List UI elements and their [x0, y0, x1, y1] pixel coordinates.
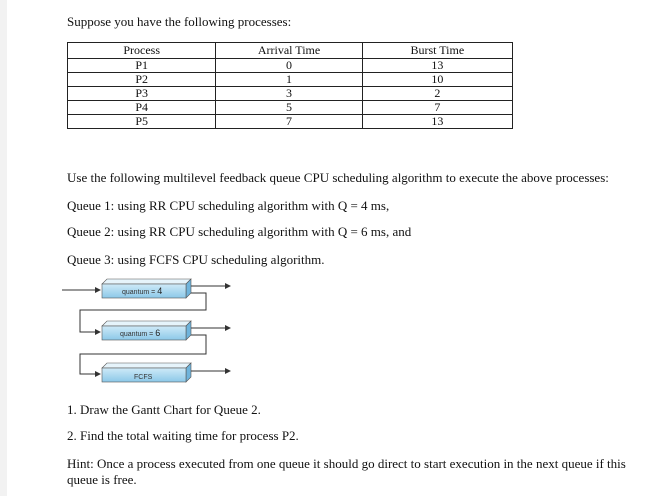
intro-text: Suppose you have the following processes:	[67, 14, 292, 29]
queue-2-description: Queue 2: using RR CPU scheduling algorithm with Q = 6 ms, and	[67, 224, 412, 239]
instruction-paragraph: Use the following multilevel feedback queue CPU scheduling algorithm to execute the above processes:	[67, 170, 609, 185]
question-1: 1. Draw the Gantt Chart for Queue 2.	[67, 402, 261, 417]
cell-burst: 7	[362, 101, 512, 115]
cell-burst: 10	[362, 73, 512, 87]
table-row	[68, 87, 513, 101]
cell-process: P3	[68, 87, 216, 101]
hint-text: Hint: Once a process executed from one queue it should go direct to start execution in the next queue if this queue is free.	[67, 456, 626, 487]
cell-process: P5	[68, 115, 216, 129]
queue-2-quantum: 6	[155, 328, 161, 338]
header-process: Process	[68, 43, 216, 59]
cell-arrival: 7	[216, 115, 362, 129]
cell-burst: 13	[362, 115, 512, 129]
queue-1-quantum: 4	[157, 286, 163, 296]
cell-process: P4	[68, 101, 216, 115]
cell-arrival: 1	[216, 73, 362, 87]
cell-process: P2	[68, 73, 216, 87]
queue-3-box	[102, 363, 230, 382]
queue-3-label: FCFS	[134, 374, 153, 381]
queue-2-label: quantum =	[120, 331, 156, 338]
cell-arrival: 5	[216, 101, 362, 115]
cell-arrival: 3	[216, 87, 362, 101]
cell-arrival: 0	[216, 59, 362, 73]
multilevel-queue-diagram	[60, 276, 245, 391]
table-row	[68, 101, 513, 115]
cell-process: P1	[68, 59, 216, 73]
cell-burst: 2	[362, 87, 512, 101]
header-arrival-time: Arrival Time	[216, 43, 362, 59]
queue-3-description: Queue 3: using FCFS CPU scheduling algorithm.	[67, 252, 325, 267]
table-row	[68, 73, 513, 87]
table-header-row	[68, 43, 513, 59]
cell-burst: 13	[362, 59, 512, 73]
queue-1-description: Queue 1: using RR CPU scheduling algorithm with Q = 4 ms,	[67, 198, 390, 213]
header-burst-time: Burst Time	[362, 43, 512, 59]
table-row	[68, 115, 513, 129]
queue-1-label: quantum =	[122, 289, 158, 296]
table-row	[68, 59, 513, 73]
process-table	[67, 42, 513, 129]
question-2: 2. Find the total waiting time for process P2.	[67, 428, 299, 443]
